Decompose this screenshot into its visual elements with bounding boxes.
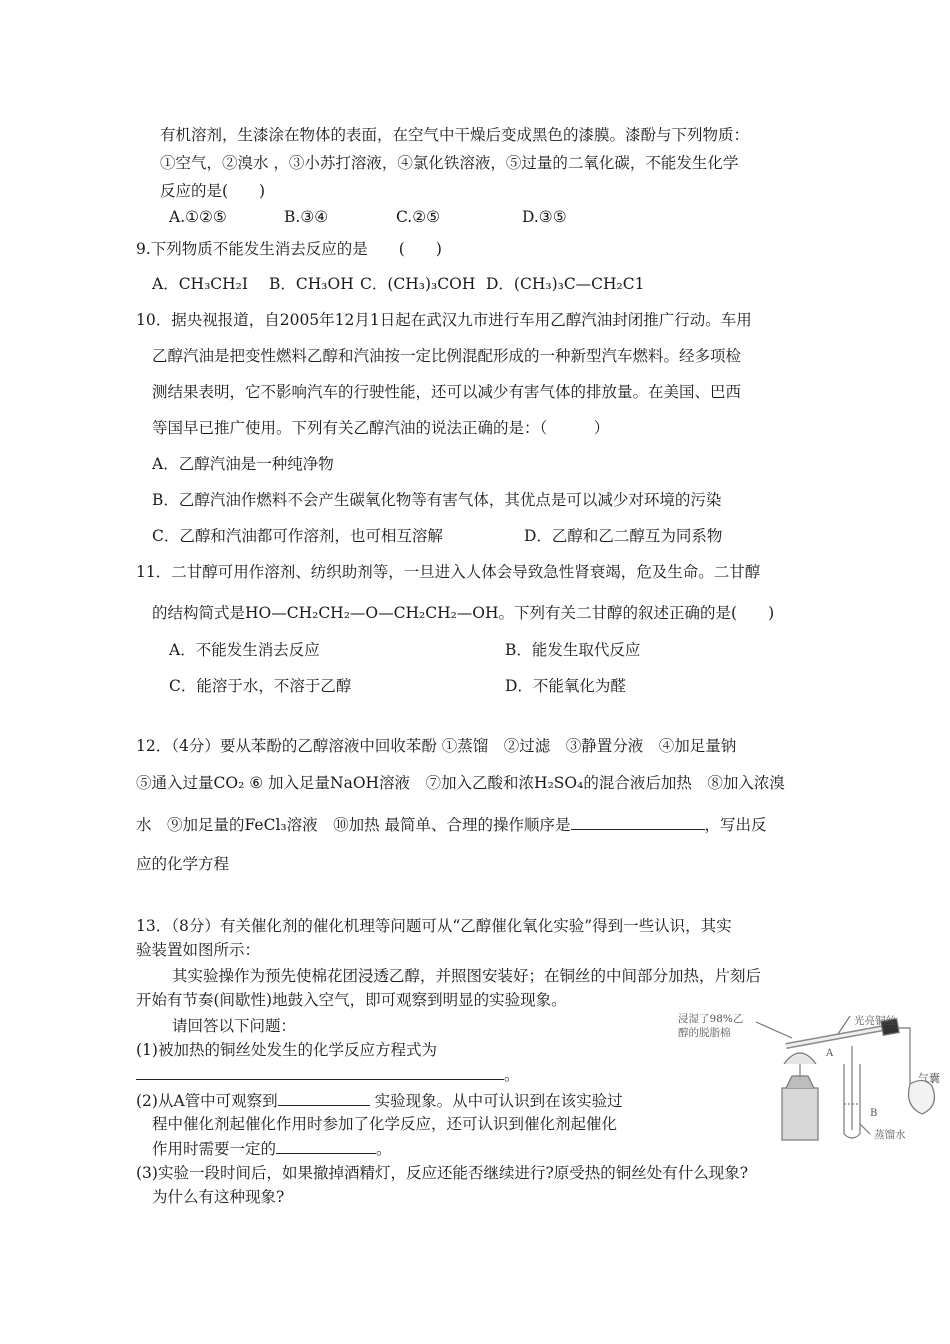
outlet-tube [898,1028,910,1084]
q8-line-2: ①空气，②溴水 ，③小苏打溶液，④氯化铁溶液，⑤过量的二氧化碳，不能发生化学 [160,154,739,172]
q13-line-2: 验装置如图所示： [136,941,261,959]
q10-option-a: A．乙醇汽油是一种纯净物 [152,455,334,473]
q13-part-2-line-2: 程中催化剂起催化作用时参加了化学反应，还可认识到催化剂起催化 [152,1115,618,1133]
figure-label-airbag: 气囊 [918,1072,940,1085]
q13-part-1-period: 。 [504,1066,520,1084]
figure-label-copper: 光亮铜丝 [854,1015,896,1027]
q13-line-5: 请回答以下问题： [172,1017,297,1035]
figure-label-cotton-1: 浸湿了98%乙 [678,1013,744,1025]
q10-option-c: C．乙醇和汽油都可作溶剂，也可相互溶解 [152,527,443,545]
q12-line-3-text: 水 ⑨加足量的FeCl₃溶液 ⑩加热 最简单、合理的操作顺序是 [136,816,571,834]
q13-part-3-line-1: (3)实验一段时间后，如果撤掉酒精灯，反应还能否继续进行?原受热的铜丝处有什么现象? [136,1164,749,1182]
q8-line-3: 反应的是( ) [160,182,266,200]
q10-line-2: 乙醇汽油是把变性燃料乙醇和汽油按一定比例混配形成的一种新型汽车燃料。经多项检 [152,347,742,365]
q10-option-b: B．乙醇汽油作燃料不会产生碳氧化物等有害气体，其优点是可以减少对环境的污染 [152,491,722,509]
q9-stem: 9.下列物质不能发生消去反应的是 ( ) [136,240,442,258]
q12-line-3-tail: ，写出反 [704,816,767,834]
q11-option-a: A．不能发生消去反应 [169,641,320,659]
q13-part-2-text: (2)从A管中可观察到 [136,1092,278,1110]
q13-part-2 [136,1090,623,1111]
q11-option-d: D．不能氧化为醛 [505,677,626,695]
q13-part-2-blank-2[interactable] [276,1138,376,1154]
figure-label-cotton-2: 醇的脱脂棉 [678,1027,731,1039]
q10-option-d: D．乙醇和乙二醇互为同系物 [524,527,723,545]
q13-part-2-blank-1[interactable] [278,1090,370,1106]
q8-option-d: D.③⑤ [522,208,567,226]
q13-line-4: 开始有节奏(间歇性)地鼓入空气，即可观察到明显的实验现象。 [136,991,567,1009]
q12-line-4: 应的化学方程 [136,855,230,873]
apparatus-figure [674,1006,946,1144]
q13-part-3-line-2: 为什么有这种现象? [152,1188,285,1206]
q9-option-a: A．CH₃CH₂I [152,275,248,293]
q9-option-c: C．(CH₃)₃COH [360,275,476,293]
figure-label-b: B [870,1108,878,1119]
q12-line-2: ⑤通入过量CO₂ ⑥ 加入足量NaOH溶液 ⑦加入乙酸和浓H₂SO₄的混合液后加热 ⑧加入浓溴 [136,774,785,792]
q13-line-1: 13．（8分）有关催化剂的催化机理等问题可从“乙醇催化氧化实验”得到一些认识，其实 [136,917,732,935]
q13-part-2-line-3-text: 作用时需要一定的 [152,1140,277,1158]
q13-part-2-period: 。 [376,1140,392,1158]
q8-line-1: 有机溶剂，生漆涂在物体的表面，在空气中干燥后变成黑色的漆膜。漆酚与下列物质： [160,126,750,144]
q12-answer-blank[interactable] [571,814,705,830]
q10-line-3: 测结果表明，它不影响汽车的行驶性能，还可以减少有害气体的排放量。在美国、巴西 [152,383,742,401]
q13-part-1-blank[interactable] [136,1064,504,1080]
q10-line-1: 10．据央视报道，自2005年12月1日起在武汉九市进行车用乙醇汽油封闭推广行动。车用 [136,311,752,329]
q13-part-1: (1)被加热的铜丝处发生的化学反应方程式为 [136,1041,437,1059]
q13-line-3: 其实验操作为预先使棉花团浸透乙醇，并照图安装好；在铜丝的中间部分加热，片刻后 [172,967,762,985]
lamp-base [782,1088,818,1140]
q8-option-b: B.③④ [284,208,329,226]
q8-option-c: C.②⑤ [396,208,441,226]
q9-option-b: B．CH₃OH [269,275,354,293]
q11-option-b: B．能发生取代反应 [505,641,641,659]
q10-line-4: 等国早已推广使用。下列有关乙醇汽油的说法正确的是：（ ） [152,419,610,437]
flame-icon [784,1053,816,1064]
q11-line-2: 的结构简式是HO—CH₂CH₂—O—CH₂CH₂—OH。下列有关二甘醇的叙述正确的是( ) [152,604,775,622]
lamp-neck [786,1076,814,1088]
q13-part-1-answer [136,1064,520,1085]
q13-part-2-tail: 实验现象。从中可认识到在该实验过 [369,1092,623,1110]
q12-line-3 [136,814,767,835]
q8-option-a: A.①②⑤ [169,208,227,226]
q12-line-1: 12．（4分）要从苯酚的乙醇溶液中回收苯酚 ①蒸馏 ②过滤 ③静置分液 ④加足量钠 [136,737,737,755]
q13-part-2-line-3 [152,1138,392,1159]
q11-option-c: C．能溶于水，不溶于乙醇 [169,677,352,695]
q11-line-1: 11．二甘醇可用作溶剂、纺织助剂等，一旦进入人体会导致急性肾衰竭，危及生命。二甘醇 [136,563,761,581]
figure-label-a: A [826,1048,834,1059]
air-bag [909,1080,935,1114]
figure-label-water: 蒸馏水 [874,1129,906,1141]
q9-option-d: D．(CH₃)₃C—CH₂C1 [486,275,645,293]
